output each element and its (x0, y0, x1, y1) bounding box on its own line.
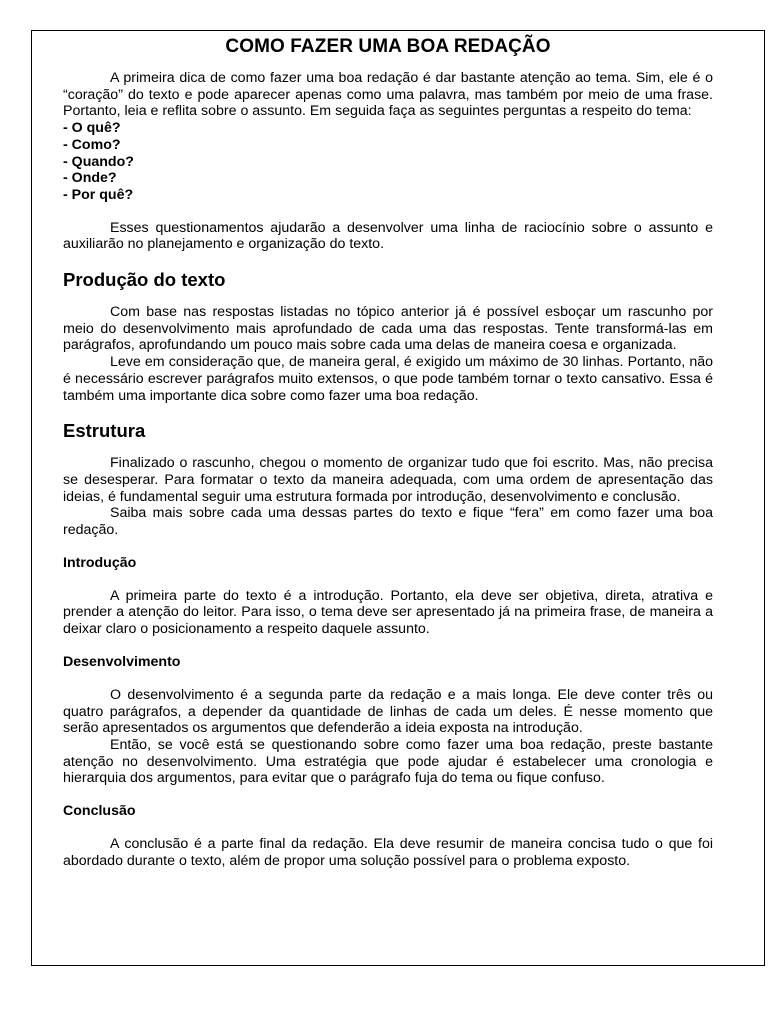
conclusao-paragraph-1: A conclusão é a parte final da redação. Ela deve resumir de maneira concisa tudo o que foi abordado durante o texto, além de propor uma solução possível para o problema exposto. (63, 836, 713, 869)
producao-paragraph-2: Leve em consideração que, de maneira geral, é exigido um máximo de 30 linhas. Portanto, não é necessário escrever parágrafos muito extensos, o que pode também tornar o texto cansativo. Essa é também uma importante dica sobre como fazer uma boa redação. (63, 354, 713, 404)
spacer (63, 204, 713, 220)
desenvolvimento-paragraph-1: O desenvolvimento é a segunda parte da redação e a mais longa. Ele deve conter três ou quatro parágrafos, a depender da quantidade de linhas de cada um deles. É nesse momento que serão apresentados os argumentos que defenderão a ideia exposta na introdução. (63, 686, 713, 737)
intro-followup-paragraph: Esses questionamentos ajudarão a desenvolver uma linha de raciocínio sobre o assunto e auxiliarão no planejamento e organização do texto. (63, 219, 713, 253)
question-item: - Como? (63, 136, 121, 153)
estrutura-paragraph-1: Finalizado o rascunho, chegou o momento de organizar tudo que foi escrito. Mas, não precisa se desesperar. Para formatar o texto da maneira adequada, com uma ordem de apresentação das ideias, é fundamental seguir uma estrutura formada por introdução, desenvolvimento e conclusão. (63, 455, 713, 505)
question-item: - Quando? (63, 153, 134, 170)
question-list (63, 120, 713, 204)
spacer (63, 253, 713, 269)
heading-producao-do-texto: Produção do texto (63, 269, 226, 291)
document-body (63, 30, 713, 870)
heading-conclusao: Conclusão (63, 803, 136, 820)
spacer (63, 638, 713, 654)
question-item: - Onde? (63, 170, 117, 187)
heading-desenvolvimento: Desenvolvimento (63, 653, 181, 670)
spacer (63, 539, 713, 555)
intro-paragraph: A primeira dica de como fazer uma boa redação é dar bastante atenção ao tema. Sim, ele é o “coração” do texto e pode aparecer apenas como uma palavra, mas também por meio de uma frase. Portanto, leia e reflita sobre o assunto. Em seguida faça as seguintes perguntas a respeito do tema: (63, 70, 713, 120)
question-item: - Por quê? (63, 186, 134, 203)
introducao-paragraph-1: A primeira parte do texto é a introdução. Portanto, ela deve ser objetiva, direta, atrativa e prender a atenção do leitor. Para isso, o tema deve ser apresentado já na primeira frase, de maneira a deixar claro o posicionamento a respeito daquele assunto. (63, 587, 713, 638)
question-item: - O quê? (63, 120, 121, 137)
spacer (63, 404, 713, 420)
page-title: COMO FAZER UMA BOA REDAÇÃO (225, 36, 551, 57)
estrutura-paragraph-2: Saiba mais sobre cada uma dessas partes do texto e fique “fera” em como fazer uma boa redação. (63, 505, 713, 539)
heading-introducao: Introdução (63, 554, 137, 571)
heading-estrutura: Estrutura (63, 420, 146, 442)
producao-paragraph-1: Com base nas respostas listadas no tópico anterior já é possível esboçar um rascunho por meio do desenvolvimento mais aprofundado de cada uma das respostas. Tente transformá-las em parágrafos, aprofundando um pouco mais sobre cada uma delas de maneira coesa e organizada. (63, 304, 713, 354)
desenvolvimento-paragraph-2: Então, se você está se questionando sobre como fazer uma boa redação, preste bastante atenção no desenvolvimento. Uma estratégia que pode ajudar é estabelecer uma cronologia e hierarquia dos argumentos, para evitar que o parágrafo fuja do tema ou fique confuso. (63, 736, 713, 787)
spacer (63, 787, 713, 803)
